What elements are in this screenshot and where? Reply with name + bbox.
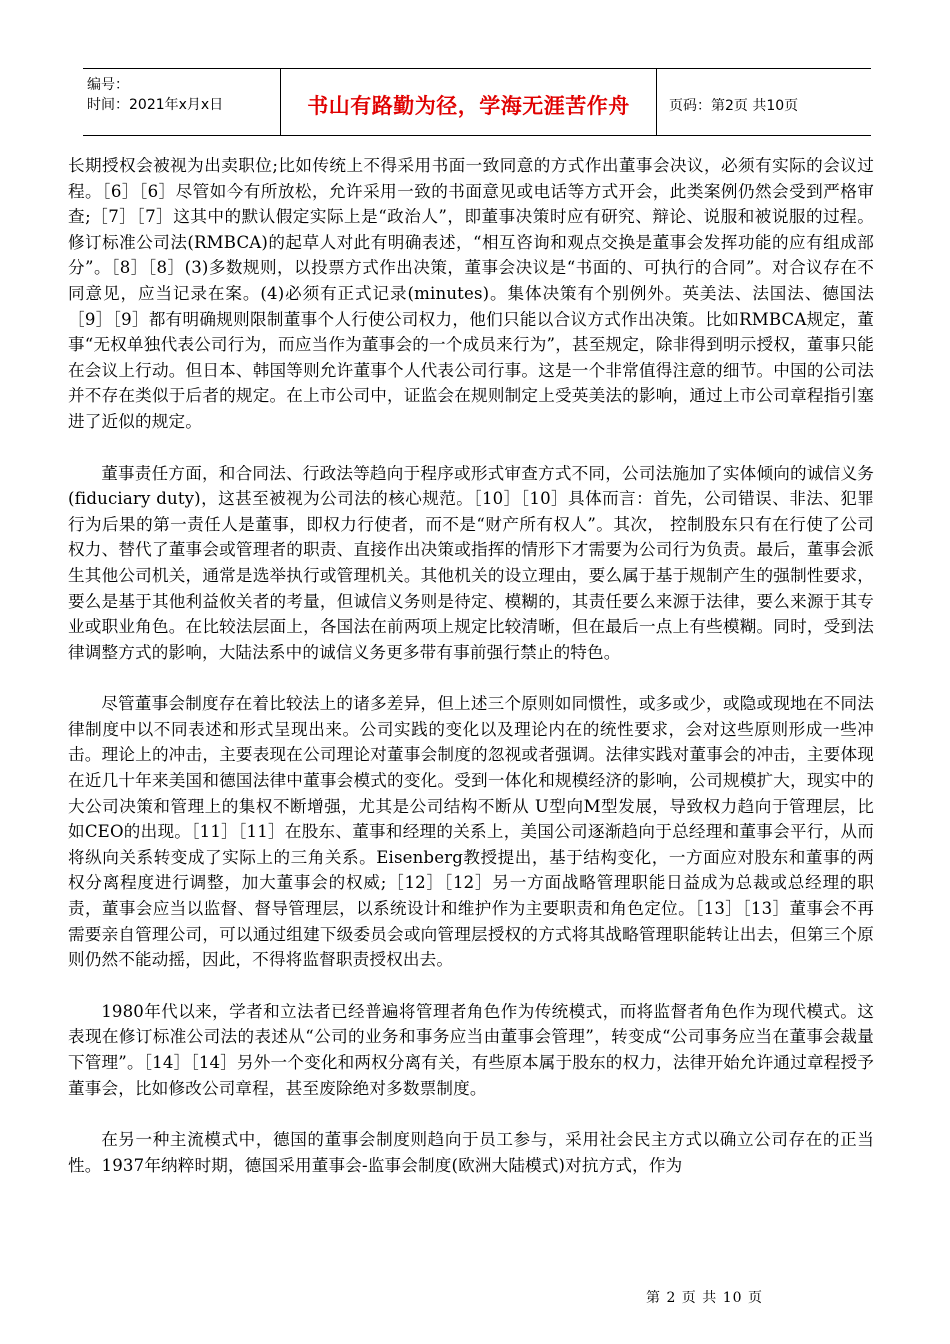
header-motto: 书山有路勤为径，学海无涯苦作舟: [281, 69, 657, 135]
time-label: 时间：2021年x月x日: [87, 97, 224, 113]
document-body: [68, 153, 874, 1204]
paragraph: 长期授权会被视为出卖职位;比如传统上不得采用书面一致同意的方式作出董事会决议，必须有实际的会议过程。［6］［6］尽管如今有所放松，允许采用一致的书面意见或电话等方式开会，此类案例仍然会受到严格审查;［7］［7］这其中的默认假定实际上是“政治人”，即董事决策时应有研究、辩论、说服和被说服的过程。修订标准公司法(RMBCA)的起草人对此有明确表述，“相互咨询和观点交换是董事会发挥功能的应有组成部分”。［8］［8］(3)多数规则，以投票方式作出决策，董事会决议是“书面的、可执行的合同”。对合议存在不同意见，应当记录在案。(4)必须有正式记录(minutes)。集体决策有个别例外。英美法、法国法、德国法［9］［9］都有明确规则限制董事个人行使公司权力，他们只能以合议方式作出决策。比如RMBCA规定，董事“无权单独代表公司行为，而应当作为董事会的一个成员来行为”，甚至规定，除非得到明示授权，董事只能在会议上行动。但日本、韩国等则允许董事个人代表公司行事。这是一个非常值得注意的细节。中国的公司法并不存在类似于后者的规定。在上市公司中，证监会在规则制定上受英美法的影响，通过上市公司章程指引塞进了近似的规定。: [68, 156, 874, 431]
paragraph: 尽管董事会制度存在着比较法上的诸多差异，但上述三个原则如同惯性，或多或少，或隐或现地在不同法律制度中以不同表述和形式呈现出来。公司实践的变化以及理论内在的统性要求，会对这些原则形成一些冲击。理论上的冲击，主要表现在公司理论对董事会制度的忽视或者强调。法律实践对董事会的冲击，主要体现在近几十年来美国和德国法律中董事会模式的变化。受到一体化和规模经济的影响，公司规模扩大，现实中的大公司决策和管理上的集权不断增强，尤其是公司结构不断从 U型向M型发展，导致权力趋向于管理层，比如CEO的出现。［11］［11］在股东、董事和经理的关系上，美国公司逐渐趋向于总经理和董事会平行，从而将纵向关系转变成了实际上的三角关系。Eisenberg教授提出，基于结构变化，一方面应对股东和董事的两权分离程度进行调整，加大董事会的权威;［12］［12］另一方面战略管理职能日益成为总裁或总经理的职责，董事会应当以监督、督导管理层，以系统设计和维护作为主要职责和角色定位。［13］［13］董事会不再需要亲自管理公司，可以通过组建下级委员会或向管理层授权的方式将其战略管理职能转让出去，但第三个原则仍然不能动摇，因此，不得将监督职责授权出去。: [68, 694, 874, 970]
header-page-info: 页码：第2页 共10页: [669, 98, 799, 114]
paragraph: 董事责任方面，和合同法、行政法等趋向于程序或形式审查方式不同，公司法施加了实体倾向的诚信义务(fiduciary duty)，这甚至被视为公司法的核心规范。［10］［10］具体而言：首先，公司错误、非法、犯罪行为后果的第一责任人是董事，即权力行使者，而不是“财产所有权人”。其次， 控制股东只有在行使了公司权力、替代了董事会或管理者的职责、直接作出决策或指挥的情形下才需要为公司行为负责。最后，董事会派生其他公司机关，通常是选举执行或管理机关。其他机关的设立理由，要么属于基于规制产生的强制性要求，要么是基于其他利益攸关者的考量，但诚信义务则是待定、模糊的，其责任要么来源于法律，要么来源于其专业或职业角色。在比较法层面上，各国法在前两项上规定比较清晰，但在最后一点上有些模糊。同时，受到法律调整方式的影响，大陆法系中的诚信义务更多带有事前强行禁止的特色。: [68, 463, 874, 662]
page-header: [83, 68, 871, 136]
paragraph: 1980年代以来，学者和立法者已经普遍将管理者角色作为传统模式，而将监督者角色作为现代模式。这表现在修订标准公司法的表述从“公司的业务和事务应当由董事会管理”，转变成“公司事务应当在董事会裁量下管理”。［14］［14］另外一个变化和两权分离有关，有些原本属于股东的权力，法律开始允许通过章程授予董事会，比如修改公司章程，甚至废除绝对多数票制度。: [68, 1001, 874, 1098]
paragraph: 在另一种主流模式中，德国的董事会制度则趋向于员工参与，采用社会民主方式以确立公司存在的正当性。1937年纳粹时期，德国采用董事会-监事会制度(欧洲大陆模式)对抗方式，作为: [68, 1130, 874, 1175]
number-label: 编号：: [87, 77, 129, 93]
header-meta: [83, 69, 281, 135]
page-footer: 第 2 页 共 10 页: [646, 1290, 763, 1306]
